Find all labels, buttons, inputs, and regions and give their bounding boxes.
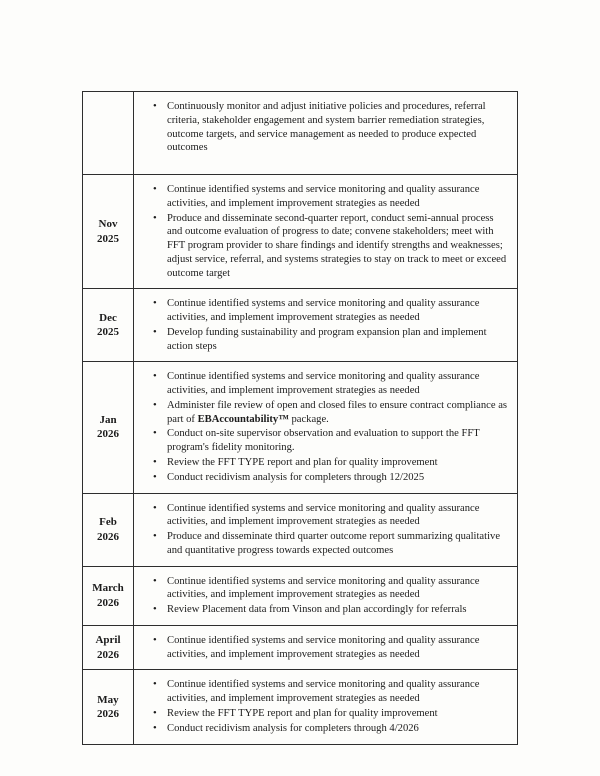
bullet-icon: • bbox=[153, 298, 157, 310]
month-label: Jan bbox=[99, 414, 117, 427]
bullet-icon: • bbox=[153, 471, 157, 483]
year-label: 2026 bbox=[97, 428, 119, 441]
month-label: May bbox=[97, 693, 119, 706]
year-label: 2025 bbox=[97, 326, 119, 339]
bullet-item bbox=[138, 370, 509, 398]
bullet-item bbox=[138, 399, 509, 427]
bullet-item bbox=[138, 100, 509, 155]
month-label: Dec bbox=[99, 312, 117, 325]
bullet-item bbox=[138, 634, 509, 662]
bullet-item bbox=[138, 603, 509, 617]
table-row bbox=[83, 92, 518, 175]
bullet-icon: • bbox=[153, 722, 157, 734]
bullet-text: Produce and disseminate second-quarter report, conduct semi-annual process and outcome evaluation of progress to date; convene stakeholders; meet with FFT program provider to share findings and identify strengths and weaknesses; adjust service, referral, and systems strategies to stay on track to meet or exceed outcome target bbox=[167, 212, 507, 279]
table-row bbox=[83, 670, 518, 744]
bullet-text: Continue identified systems and service monitoring and quality assurance activities, and implement improvement strategies as needed bbox=[167, 371, 480, 397]
month-cell bbox=[83, 670, 134, 744]
bullet-text: Review Placement data from Vinson and plan accordingly for referrals bbox=[167, 604, 467, 616]
schedule-table-container bbox=[82, 91, 518, 745]
bullet-item bbox=[138, 212, 509, 281]
bullet-text: Conduct recidivism analysis for completers through 12/2025 bbox=[167, 471, 425, 483]
table-row bbox=[83, 625, 518, 670]
month-cell bbox=[83, 92, 134, 175]
bullet-text: Continue identified systems and service monitoring and quality assurance activities, and implement improvement strategies as needed bbox=[167, 184, 480, 209]
activities-cell bbox=[134, 289, 518, 362]
bullet-icon: • bbox=[153, 371, 157, 383]
bullet-text: Produce and disseminate third quarter outcome report summarizing qualitative and quantitative progress towards expected outcomes bbox=[167, 531, 501, 556]
month-label: Feb bbox=[99, 516, 117, 529]
bullet-item bbox=[138, 456, 509, 470]
table-row bbox=[83, 289, 518, 362]
month-label: April bbox=[95, 634, 121, 647]
bullet-icon: • bbox=[153, 101, 157, 112]
bullet-icon: • bbox=[153, 502, 157, 514]
bullet-icon: • bbox=[153, 212, 157, 224]
bullet-text: Continue identified systems and service monitoring and quality assurance activities, and implement improvement strategies as needed bbox=[167, 502, 480, 528]
year-label: 2026 bbox=[97, 530, 119, 543]
activities-cell bbox=[134, 92, 518, 175]
bullet-text: Review the FFT TYPE report and plan for quality improvement bbox=[167, 457, 438, 469]
bullet-text: Continue identified systems and service monitoring and quality assurance activities, and implement improvement strategies as needed bbox=[167, 679, 480, 705]
bullet-icon: • bbox=[153, 428, 157, 440]
bullet-item bbox=[138, 183, 509, 211]
activities-cell bbox=[134, 362, 518, 493]
bullet-text: Continuously monitor and adjust initiative policies and procedures, referral criteria, stakeholder engagement and system barrier remediation strategies, outcome targets, and service management as needed to produce expected outcomes bbox=[167, 101, 486, 154]
bullet-item bbox=[138, 575, 509, 603]
month-cell bbox=[83, 175, 134, 289]
month-cell bbox=[83, 566, 134, 625]
month-cell bbox=[83, 625, 134, 670]
month-cell bbox=[83, 493, 134, 566]
bullet-text: Conduct recidivism analysis for completers through 4/2026 bbox=[167, 722, 419, 734]
bullet-icon: • bbox=[153, 531, 157, 543]
table-row bbox=[83, 566, 518, 625]
month-cell bbox=[83, 362, 134, 493]
bullet-item bbox=[138, 678, 509, 706]
bullet-text: Continue identified systems and service monitoring and quality assurance activities, and implement improvement strategies as needed bbox=[167, 298, 480, 324]
activities-cell bbox=[134, 670, 518, 744]
table-row bbox=[83, 493, 518, 566]
month-label: March bbox=[92, 582, 124, 595]
bullet-icon: • bbox=[153, 399, 157, 411]
bullet-icon: • bbox=[153, 634, 157, 646]
table-row bbox=[83, 175, 518, 289]
year-label: 2025 bbox=[97, 232, 119, 245]
activities-cell bbox=[134, 566, 518, 625]
bullet-icon: • bbox=[153, 604, 157, 616]
month-cell bbox=[83, 289, 134, 362]
bullet-icon: • bbox=[153, 457, 157, 469]
bullet-text: Review the FFT TYPE report and plan for quality improvement bbox=[167, 707, 438, 719]
bullet-text: Continue identified systems and service monitoring and quality assurance activities, and implement improvement strategies as needed bbox=[167, 575, 480, 601]
bullet-item bbox=[138, 297, 509, 325]
bullet-text: Continue identified systems and service monitoring and quality assurance activities, and implement improvement strategies as needed bbox=[167, 634, 480, 660]
bullet-item bbox=[138, 502, 509, 530]
year-label: 2026 bbox=[97, 596, 119, 609]
activities-cell bbox=[134, 175, 518, 289]
bullet-item bbox=[138, 530, 509, 558]
bullet-icon: • bbox=[153, 679, 157, 691]
schedule-table-body bbox=[83, 92, 518, 745]
bullet-item bbox=[138, 427, 509, 455]
bullet-icon: • bbox=[153, 575, 157, 587]
table-row bbox=[83, 362, 518, 493]
bullet-item bbox=[138, 326, 509, 354]
year-label: 2026 bbox=[97, 648, 119, 661]
bullet-item bbox=[138, 707, 509, 721]
bullet-icon: • bbox=[153, 326, 157, 338]
year-label: 2026 bbox=[97, 707, 119, 720]
bullet-item bbox=[138, 471, 509, 485]
schedule-table bbox=[82, 91, 518, 745]
bullet-item bbox=[138, 722, 509, 736]
activities-cell bbox=[134, 625, 518, 670]
bullet-icon: • bbox=[153, 707, 157, 719]
bullet-text: Conduct on-site supervisor observation and evaluation to support the FFT program's fidelity monitoring. bbox=[167, 428, 480, 454]
month-label: Nov bbox=[98, 218, 118, 231]
bullet-icon: • bbox=[153, 184, 157, 195]
activities-cell bbox=[134, 493, 518, 566]
bullet-text: Develop funding sustainability and program expansion plan and implement action steps bbox=[167, 326, 487, 352]
bullet-text: Administer file review of open and closed files to ensure contract compliance as part of EBAccountability™ package. bbox=[167, 399, 508, 425]
